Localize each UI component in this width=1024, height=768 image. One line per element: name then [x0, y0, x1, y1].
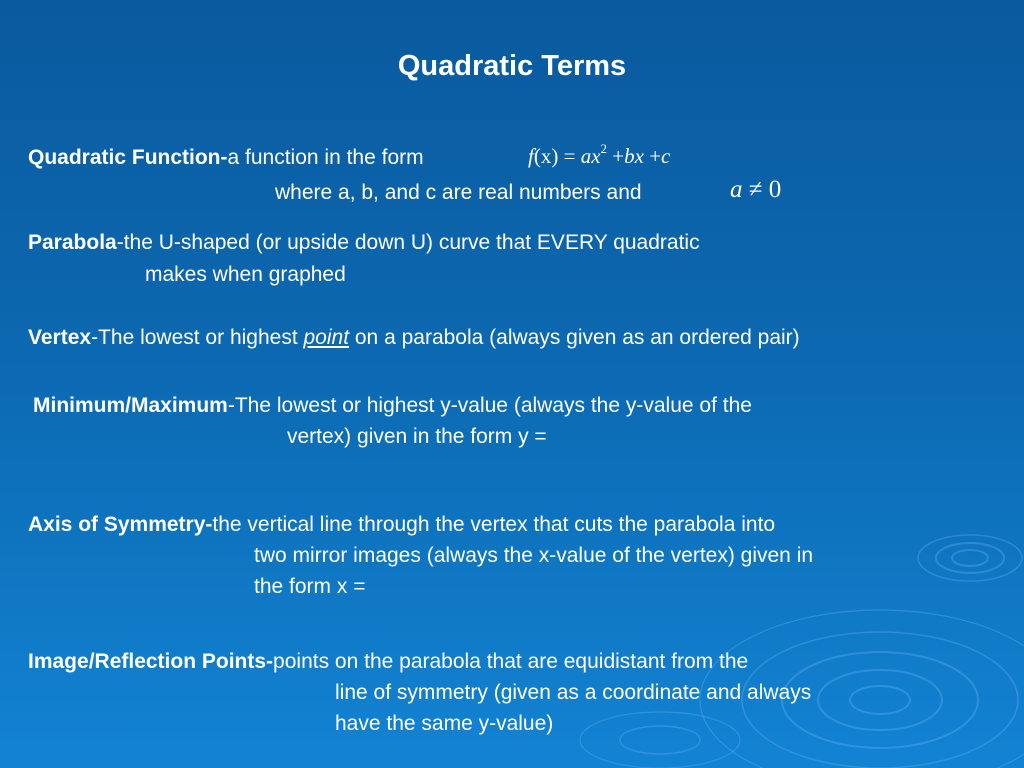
formula-plus-2: + — [649, 144, 662, 168]
image-points-line-2: line of symmetry (given as a coordinate and always — [335, 681, 812, 704]
nonzero-condition — [730, 176, 781, 204]
condition-zero: 0 — [768, 176, 782, 203]
quadratic-formula — [528, 141, 671, 169]
axis-line-1 — [28, 513, 775, 537]
parabola-line-1 — [28, 231, 700, 255]
slide-title: Quadratic Terms — [397, 50, 627, 82]
quadratic-function-line — [28, 146, 424, 170]
axis-term: Axis of Symmetry- — [28, 513, 213, 536]
vertex-point-emphasis: point — [303, 326, 350, 349]
formula-equals: = — [563, 144, 576, 168]
formula-plus-1: + — [612, 144, 625, 168]
image-points-line-1 — [28, 650, 748, 674]
image-points-line-3: have the same y-value) — [335, 712, 554, 735]
minmax-line-2: vertex) given in the form y = — [287, 425, 547, 448]
image-points-term: Image/Reflection Points- — [28, 650, 274, 673]
condition-neq: ≠ — [748, 176, 763, 203]
vertex-text-after: on a parabola (always given as an ordered pair) — [349, 326, 800, 349]
parabola-line-2: makes when graphed — [145, 263, 346, 286]
quadratic-condition-line: where a, b, and c are real numbers and — [275, 181, 642, 204]
quadratic-function-text: a function in the form — [227, 146, 424, 169]
parabola-term: Parabola — [28, 231, 117, 254]
minmax-line-1 — [33, 394, 752, 418]
formula-bx: bx — [624, 144, 644, 168]
minmax-text-1: -The lowest or highest y-value (always the y-value of the — [227, 394, 752, 417]
vertex-text-before: -The lowest or highest — [91, 326, 304, 349]
formula-f: f — [528, 144, 534, 168]
image-points-text-1: points on the parabola that are equidistant from the — [273, 650, 749, 673]
minmax-term: Minimum/Maximum — [33, 394, 228, 417]
formula-ax: ax — [580, 144, 601, 168]
vertex-line — [28, 326, 800, 350]
parabola-text-1: -the U-shaped (or upside down U) curve that EVERY quadratic — [116, 231, 700, 254]
vertex-term: Vertex — [28, 326, 92, 349]
axis-text-1: the vertical line through the vertex that cuts the parabola into — [212, 513, 776, 536]
axis-line-3: the form x = — [254, 575, 366, 598]
axis-line-2: two mirror images (always the x-value of the vertex) given in — [254, 544, 814, 567]
formula-c: c — [661, 144, 671, 168]
formula-exponent: 2 — [600, 141, 608, 156]
quadratic-function-term: Quadratic Function- — [28, 146, 228, 169]
formula-paren-x: (x) — [533, 144, 559, 168]
condition-a: a — [730, 176, 743, 203]
